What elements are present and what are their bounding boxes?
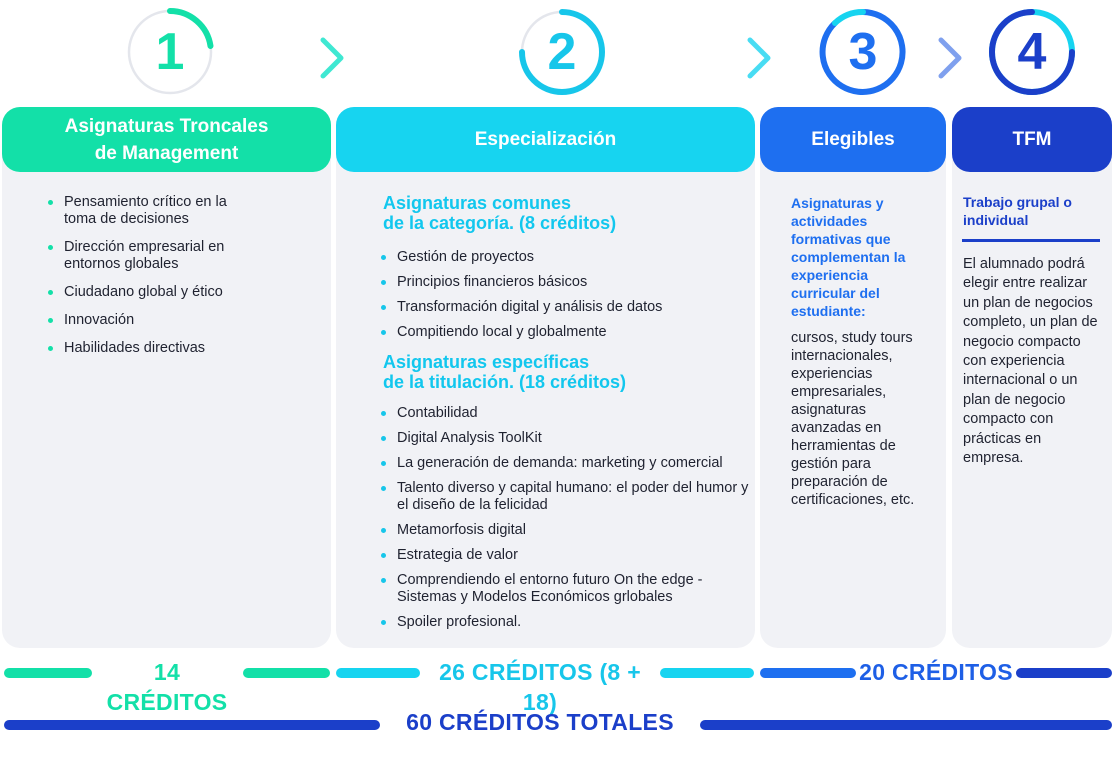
chevron-right-icon bbox=[935, 36, 965, 80]
column-tfm bbox=[952, 107, 1112, 648]
tfm-body: El alumnado podrá elegir entre realizar un plan de negocios completo, un plan de negocio compacto con experiencia internacional o un plan de negocio compacto con prácticas en empresa. bbox=[963, 256, 1098, 467]
list-item: Dirección empresarial en entornos globales bbox=[48, 239, 238, 273]
list-item: Compitiendo local y globalmente bbox=[381, 324, 751, 341]
credits-bar-especializacion-right bbox=[660, 668, 754, 678]
specific-subjects-heading-line2: de la titulación. (18 créditos) bbox=[383, 372, 627, 392]
column-troncales-header bbox=[2, 107, 331, 172]
list-item: Ciudadano global y ético bbox=[48, 284, 238, 301]
credits-especializacion: 26 CRÉDITOS (8 + 18) bbox=[439, 659, 641, 715]
specific-subjects-heading bbox=[383, 352, 626, 392]
list-item: Digital Analysis ToolKit bbox=[381, 430, 753, 447]
step-2-indicator bbox=[517, 7, 607, 97]
list-item: La generación de demanda: marketing y comercial bbox=[381, 455, 753, 472]
column-elegibles bbox=[760, 107, 946, 648]
list-item: Gestión de proyectos bbox=[381, 249, 751, 266]
column-tfm-title: TFM bbox=[1012, 129, 1052, 150]
column-elegibles-header bbox=[760, 107, 946, 172]
list-item: Principios financieros básicos bbox=[381, 274, 751, 291]
credits-bar-especializacion-left bbox=[336, 668, 420, 678]
credits-total: 60 CRÉDITOS TOTALES bbox=[406, 709, 674, 735]
credits-bar-tfm-right bbox=[1016, 668, 1112, 678]
chevron-right-icon bbox=[317, 36, 347, 80]
list-item: Contabilidad bbox=[381, 405, 753, 422]
credits-bar-troncales-right bbox=[243, 668, 330, 678]
step-4-indicator bbox=[987, 7, 1077, 97]
column-especializacion-title: Especialización bbox=[474, 129, 617, 150]
common-subjects-heading-line1: Asignaturas comunes bbox=[383, 193, 572, 213]
tfm-divider bbox=[962, 239, 1100, 242]
column-troncales bbox=[2, 107, 331, 648]
elegibles-intro: Asignaturas y actividades formativas que complementan la experiencia curricular del estudiante: bbox=[791, 195, 906, 319]
column-troncales-title-line2: de Management bbox=[94, 142, 239, 164]
step-3-indicator bbox=[818, 7, 908, 97]
list-item: Comprendiendo el entorno futuro On the edge -Sistemas y Modelos Económicos grlobales bbox=[381, 572, 753, 606]
chevron-right-icon bbox=[744, 36, 774, 80]
tfm-intro: Trabajo grupal o individual bbox=[963, 194, 1072, 228]
column-especializacion-header bbox=[336, 107, 755, 172]
list-item: Habilidades directivas bbox=[48, 340, 238, 357]
step-1-number: 1 bbox=[155, 23, 185, 81]
common-subjects-heading bbox=[383, 193, 616, 233]
credits-elegibles-tfm: 20 CRÉDITOS bbox=[859, 659, 1013, 685]
list-item: Innovación bbox=[48, 312, 238, 329]
credits-bar-troncales-left bbox=[4, 668, 92, 678]
list-item: Transformación digital y análisis de datos bbox=[381, 299, 751, 316]
common-subjects-list bbox=[381, 249, 751, 349]
specific-subjects-heading-line1: Asignaturas específicas bbox=[383, 352, 590, 372]
common-subjects-heading-line2: de la categoría. (8 créditos) bbox=[383, 213, 617, 233]
column-tfm-header bbox=[952, 107, 1112, 172]
column-elegibles-title: Elegibles bbox=[811, 129, 895, 150]
specific-subjects-list bbox=[381, 405, 753, 639]
credits-bar-elegibles-left bbox=[760, 668, 856, 678]
list-item: Estrategia de valor bbox=[381, 547, 753, 564]
step-3-number: 3 bbox=[848, 23, 878, 81]
list-item: Talento diverso y capital humano: el poder del humor y el diseño de la felicidad bbox=[381, 480, 753, 514]
list-item: Spoiler profesional. bbox=[381, 614, 753, 631]
list-item: Pensamiento crítico en la toma de decisiones bbox=[48, 194, 238, 228]
step-2-number: 2 bbox=[547, 23, 577, 81]
step-4-number: 4 bbox=[1017, 23, 1047, 81]
list-item: Metamorfosis digital bbox=[381, 522, 753, 539]
column-troncales-title-line1: Asignaturas Troncales bbox=[64, 115, 269, 137]
troncales-list bbox=[48, 194, 238, 368]
step-1-indicator bbox=[125, 7, 215, 97]
credits-troncales: 14 CRÉDITOS bbox=[106, 659, 228, 715]
elegibles-body: cursos, study tours internacionales, experiencias empresariales, asignaturas avanzadas en herramientas de gestión para preparación de certificaciones, etc. bbox=[791, 330, 915, 508]
credits-bar-total-right bbox=[700, 720, 1112, 730]
credits-bar-total-left bbox=[4, 720, 380, 730]
column-especializacion bbox=[336, 107, 755, 648]
